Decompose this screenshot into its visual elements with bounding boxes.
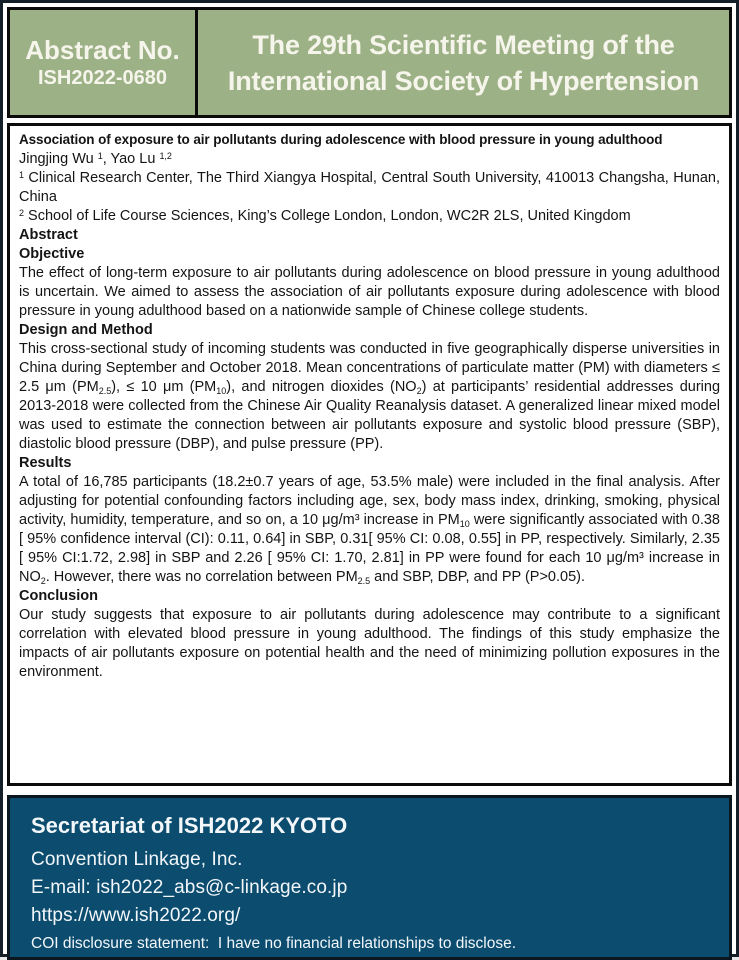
secretariat-title: Secretariat of ISH2022 KYOTO [31, 813, 348, 838]
meeting-title-box [195, 7, 732, 118]
paragraph: The effect of long-term exposure to air pollutants during adolescence on blood pressure in young adulthood is uncertain. We aimed to assess the association of air pollutants exposure during adolescence with blood pressure in young adulthood based on a nationwide sample of Chinese college students. [19, 265, 720, 319]
abstract-number-box [7, 7, 198, 118]
meeting-title-line2: International Society of Hypertension [227, 65, 700, 96]
section-heading: Conclusion [19, 588, 98, 604]
affiliation-line: $^1$ Clinical Research Center, The Third Xiangya Hospital, Central South University, 410013 Changsha, Hunan, China [19, 169, 720, 205]
secretariat-website: https://www.ish2022.org/ [31, 905, 241, 926]
paper-title: Association of exposure to air pollutants during adolescence with blood pressure in young adulthood [19, 132, 663, 147]
section-heading: Results [19, 455, 72, 471]
abstract-body [7, 123, 732, 786]
footer [7, 795, 732, 960]
coi-statement: COI disclosure statement: I have no financial relationships to disclose. [31, 935, 517, 952]
secretariat-email: E-mail: ish2022_abs@c-linkage.co.jp [31, 877, 348, 898]
authors-line: Jingjing Wu $^1$, Yao Lu $^{1,2}$ [19, 150, 172, 167]
abstract-content [19, 150, 720, 682]
paragraph: This cross-sectional study of incoming students was conducted in five geographically disperse universities in China during September and October 2018. Mean concentrations of particulate matter (PM) with diameters ≤ 2.5 μm $(PM_{2.5})$, ≤ 10 μm $(PM_{10})$, and nitrogen dioxides $(NO_2)$ at participants’ residential addresses during 2013-2018 were collected from the Chinese Air Quality Reanalysis dataset. A generalized linear mixed model was used to estimate the connection between air pollutants exposure and systolic blood pressure (SBP), diastolic blood pressure (DBP), and pulse pressure (PP). [19, 341, 721, 452]
section-heading: Objective [19, 246, 85, 262]
abstract-number-value: ISH2022-0680 [38, 66, 167, 89]
section-heading: Design and Method [19, 322, 153, 338]
paragraph: A total of 16,785 participants (18.2±0.7 years of age, 53.5% male) were included in the final analysis. After adjusting for potential confounding factors including age, sex, body mass index, drinking, smoking, physical activity, humidity, temperature, and so on, a 10 μg/m³ increase in $PM_{10}$ were significantly associated with 0.38 [ 95% confidence interval (CI): 0.11, 0.64] in SBP, 0.31[ 95% CI: 0.08, 0.55] in PP, respectively. Similarly, 2.35 [ 95% CI:1.72, 2.98] in SBP and 2.26 [ 95% CI: 1.70, 2.81] in PP were found for each 10 μg/m³ increase in $NO_2$. However, there was no correlation between $PM_{2.5}$ and SBP, DBP, and PP (P>0.05). [19, 474, 720, 586]
paragraph: Our study suggests that exposure to air pollutants during adolescence may contribute to a significant correlation with elevated blood pressure in young adulthood. The findings of this study emphasize the impacts of air pollutants exposure on potential health and the need of minimizing pollution exposures in the environment. [19, 607, 720, 680]
section-heading: Abstract [19, 227, 78, 243]
abstract-number-label: Abstract No. [25, 34, 180, 65]
meeting-title-line1: The 29th Scientific Meeting of the [252, 29, 675, 60]
secretariat-company: Convention Linkage, Inc. [31, 849, 243, 870]
affiliation-line: $^2$ School of Life Course Sciences, King’s College London, London, WC2R 2LS, United Kingdom [19, 207, 631, 224]
header [7, 7, 732, 118]
